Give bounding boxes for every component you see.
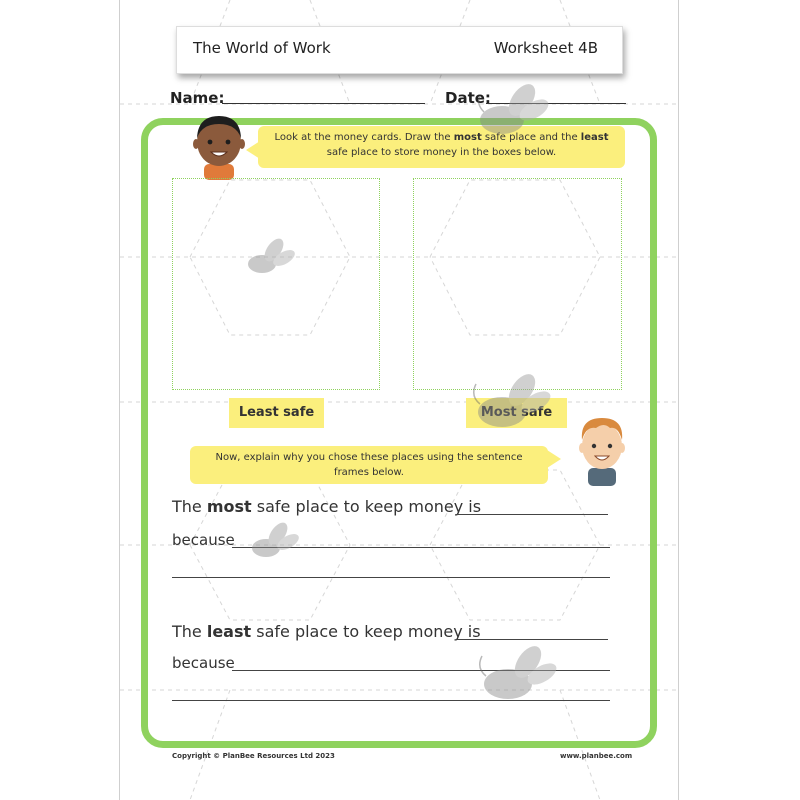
instruction-text-e: safe place to store money in the boxes below.	[326, 147, 557, 158]
instruction-text-most: most	[453, 132, 482, 143]
sentence-text: The	[172, 497, 207, 516]
sentence-text: safe place to keep money is	[251, 497, 482, 516]
boy-avatar-icon	[190, 110, 248, 180]
answer-line-most[interactable]	[456, 514, 608, 515]
instruction-text-part2: Now, explain why you chose these places using the sentence frames below.	[215, 452, 523, 478]
name-label: Name:	[170, 89, 225, 107]
date-label: Date:	[445, 89, 491, 107]
instruction-bubble-bottom	[190, 446, 548, 484]
speech-tail	[547, 450, 561, 468]
sentence-bold-most: most	[206, 497, 252, 516]
sentence-text: The	[172, 622, 207, 641]
because-label: because	[172, 654, 235, 672]
instruction-text-least: least	[580, 132, 609, 143]
copyright-text: Copyright © PlanBee Resources Ltd 2023	[172, 752, 335, 760]
least-safe-label: Least safe	[229, 398, 324, 428]
sentence-least	[172, 622, 481, 641]
sentence-most	[172, 497, 481, 516]
website-text: www.planbee.com	[560, 752, 633, 760]
most-safe-drawing-box[interactable]	[413, 178, 622, 390]
sentence-bold-least: least	[206, 622, 252, 641]
instruction-text-c: safe place and the	[481, 132, 581, 143]
because-line-least-2[interactable]	[172, 700, 610, 701]
name-field[interactable]	[222, 103, 425, 104]
date-field[interactable]	[486, 103, 626, 104]
worksheet-number: Worksheet 4B	[493, 39, 598, 57]
least-safe-drawing-box[interactable]	[172, 178, 380, 390]
title-banner	[176, 26, 623, 74]
most-safe-label: Most safe	[466, 398, 567, 428]
instruction-text-a: Look at the money cards. Draw the	[274, 132, 454, 143]
because-line-least-1[interactable]	[232, 670, 610, 671]
because-line-most-1[interactable]	[232, 547, 610, 548]
ginger-boy-avatar-icon	[574, 410, 630, 486]
worksheet-title: The World of Work	[193, 39, 331, 57]
because-line-most-2[interactable]	[172, 577, 610, 578]
answer-line-least[interactable]	[456, 639, 608, 640]
sentence-text: safe place to keep money is	[251, 622, 481, 641]
instruction-bubble-top	[258, 126, 625, 168]
because-label: because	[172, 531, 235, 549]
